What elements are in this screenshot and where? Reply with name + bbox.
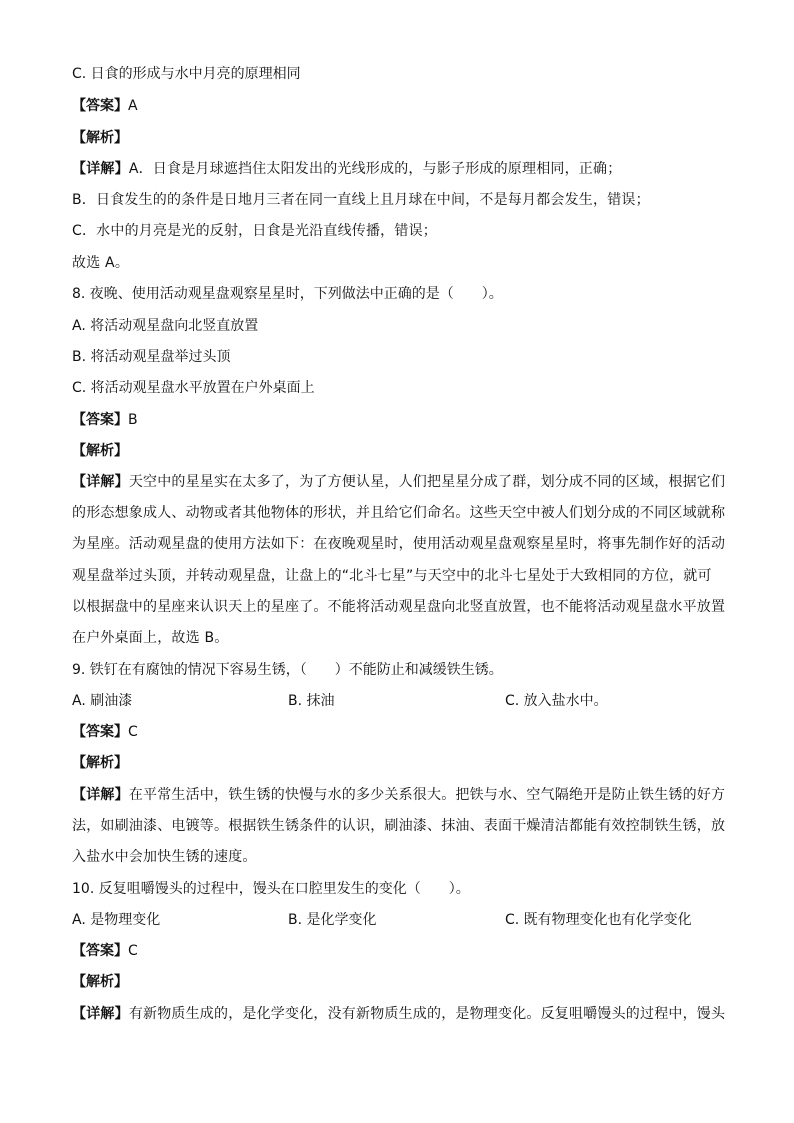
option-text: A. 将活动观星盘向北竖直放置 (72, 318, 259, 334)
detail-line-q9-1 (72, 785, 732, 805)
detail-tag: 【详解】 (72, 787, 129, 803)
detail-text: B．日食发生的的条件是日地月三者在同一直线上且月球在中间，不是每月都会发生，错误； (72, 192, 650, 208)
answer-q8 (72, 410, 732, 430)
detail-line-q10-1 (72, 1004, 732, 1024)
answer-tag: 【答案】 (72, 412, 128, 428)
answer-value: A (128, 98, 138, 114)
option-a: A. 是物理变化 (72, 912, 161, 928)
analysis-heading-q7 (72, 128, 732, 148)
answer-q10 (72, 941, 732, 961)
detail-line-q7-1 (72, 159, 732, 179)
detail-line-q8-5 (72, 597, 732, 617)
answer-value: B (128, 412, 138, 428)
detail-line-q7-2 (72, 190, 732, 210)
option-b: B. 是化学变化 (288, 912, 377, 928)
answer-value: C (128, 724, 138, 740)
answer-tag: 【答案】 (72, 724, 128, 740)
option-b: B. 抹油 (288, 693, 335, 709)
detail-text: 以根据盘中的星座来认识天上的星座了。不能将活动观星盘向北竖直放置，也不能将活动观星盘水平放置 (72, 599, 726, 615)
answer-q9 (72, 722, 732, 742)
option-a-q8 (72, 316, 732, 336)
detail-text: 的形态想象成人、动物或者其他物体的形状，并且给它们命名。这些天空中被人们划分成的不同区域就称 (72, 505, 726, 521)
analysis-tag: 【解析】 (72, 443, 128, 459)
detail-text: 法，如刷油漆、电镀等。根据铁生锈条件的认识，刷油漆、抹油、表面干燥清洁都能有效控制铁生锈，放 (72, 818, 726, 834)
option-a: A. 刷油漆 (72, 693, 133, 709)
analysis-heading-q8 (72, 441, 732, 461)
analysis-heading-q9 (72, 753, 732, 773)
detail-tag: 【详解】 (72, 1006, 129, 1022)
detail-text: 天空中的星星实在太多了，为了方便认星，人们把星星分成了群，划分成不同的区域，根据它们 (128, 474, 726, 490)
analysis-tag: 【解析】 (72, 130, 128, 146)
detail-text: C．水中的月亮是光的反射，日食是光沿直线传播，错误； (72, 223, 437, 239)
analysis-tag: 【解析】 (72, 755, 128, 771)
question-8 (72, 284, 732, 304)
question-9 (72, 660, 732, 680)
option-text: B. 将活动观星盘举过头顶 (72, 349, 231, 365)
detail-text: 在户外桌面上，故选 B。 (72, 630, 229, 646)
analysis-tag: 【解析】 (72, 974, 128, 990)
detail-text: 观星盘举过头顶，并转动观星盘，让盘上的“北斗七星”与天空中的北斗七星处于大致相同的方位，就可 (72, 568, 712, 584)
answer-q7 (72, 96, 732, 116)
detail-line-q9-3 (72, 847, 732, 867)
conclusion-text: 故选 A。 (72, 255, 130, 271)
option-c: C. 放入盐水中。 (505, 693, 608, 709)
option-text: C. 日食的形成与水中月亮的原理相同 (72, 66, 301, 82)
option-c-q8 (72, 378, 732, 398)
detail-text: 有新物质生成的，是化学变化，没有新物质生成的，是物理变化。反复咀嚼馒头的过程中，馒头 (128, 1006, 726, 1022)
question-text: 8. 夜晚、使用活动观星盘观察星星时，下列做法中正确的是（ ）。 (72, 286, 503, 302)
analysis-heading-q10 (72, 972, 732, 992)
detail-line-q8-6 (72, 628, 732, 648)
detail-text: 为星座。活动观星盘的使用方法如下：在夜晚观星时，使用活动观星盘观察星星时，将事先制作好的活动 (72, 536, 726, 552)
detail-text: 在平常生活中，铁生锈的快慢与水的多少关系很大。把铁与水、空气隔绝开是防止铁生锈的好方 (128, 787, 726, 803)
detail-line-q8-2 (72, 503, 732, 523)
option-c: C. 既有物理变化也有化学变化 (505, 912, 692, 928)
option-text: C. 将活动观星盘水平放置在户外桌面上 (72, 380, 315, 396)
detail-tag: 【详解】 (72, 161, 129, 177)
detail-line-q8-3 (72, 534, 732, 554)
detail-line-q8-1 (72, 472, 732, 492)
option-b-q8 (72, 347, 732, 367)
conclusion-q7 (72, 253, 732, 273)
question-text: 10. 反复咀嚼馒头的过程中，馒头在口腔里发生的变化（ ）。 (72, 881, 470, 897)
question-text: 9. 铁钉在有腐蚀的情况下容易生锈，（ ）不能防止和减缓铁生锈。 (72, 662, 503, 678)
detail-text: A．日食是月球遮挡住太阳发出的光线形成的，与影子形成的原理相同，正确； (128, 161, 622, 177)
answer-tag: 【答案】 (72, 98, 128, 114)
question-10 (72, 879, 732, 899)
option-c-q7 (72, 64, 732, 84)
answer-value: C (128, 943, 138, 959)
detail-line-q7-3 (72, 221, 732, 241)
answer-tag: 【答案】 (72, 943, 128, 959)
detail-text: 入盐水中会加快生锈的速度。 (72, 849, 257, 865)
detail-tag: 【详解】 (72, 474, 129, 490)
detail-line-q8-4 (72, 566, 732, 586)
detail-line-q9-2 (72, 816, 732, 836)
